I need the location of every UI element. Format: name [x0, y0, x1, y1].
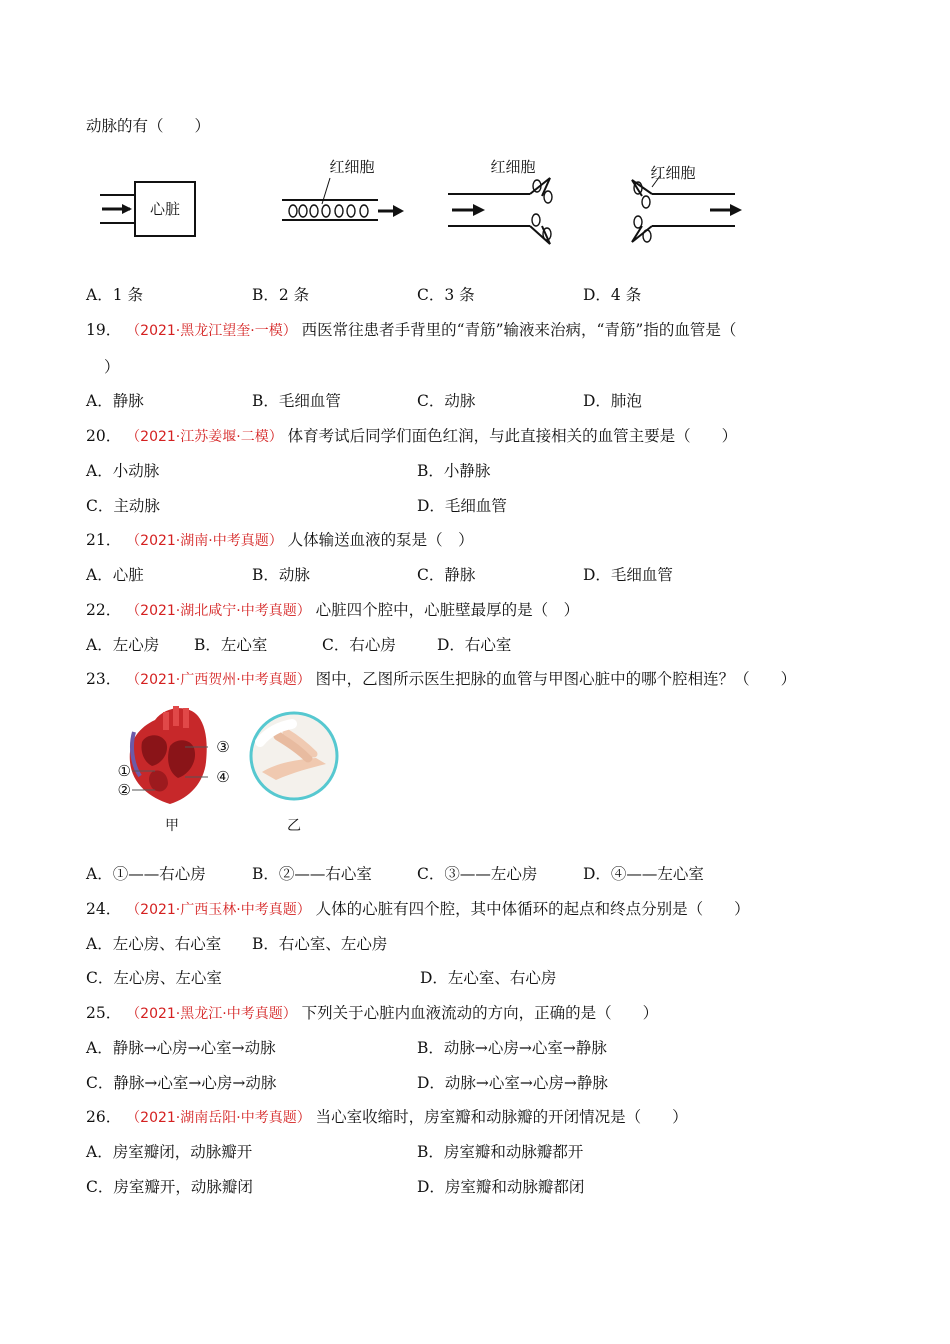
question-source: （2021·黑龙江望奎·一模） [126, 323, 297, 339]
q25-option-d[interactable]: D．动脉→心室→心房→静脉 [417, 1074, 608, 1092]
caption-jia: 甲 [165, 818, 179, 834]
question-stem: 西医常往患者手背里的“青筋”输液来治病，“青筋”指的血管是（ [301, 321, 737, 339]
q26-option-d[interactable]: D．房室瓣和动脉瓣都闭 [417, 1178, 585, 1196]
q22-option-d[interactable]: D．右心室 [437, 636, 512, 654]
q20-option-a[interactable]: A．小动脉 [86, 462, 160, 480]
q18-option-c[interactable]: C．3 条 [417, 286, 475, 304]
question-stem: 心脏四个腔中，心脏壁最厚的是（ ） [315, 601, 580, 619]
q25-option-b[interactable]: B．动脉→心房→心室→静脉 [417, 1039, 607, 1057]
question-source: （2021·广西贺州·中考真题） [126, 672, 311, 688]
question-number: 25． [86, 1004, 122, 1022]
q21-option-a[interactable]: A．心脏 [86, 566, 144, 584]
question-stem: 图中，乙图所示医生把脉的血管与甲图心脏中的哪个腔相连？（ ） [315, 670, 797, 688]
question-number: 23． [86, 670, 122, 688]
question-stem: 当心室收缩时，房室瓣和动脉瓣的开闭情况是（ ） [315, 1108, 688, 1126]
q23-option-d[interactable]: D．④——左心室 [583, 865, 704, 883]
question-stem: 人体输送血液的泵是（ ） [287, 531, 474, 549]
pulse-photo [251, 713, 337, 799]
q20-stem-line [86, 426, 737, 447]
q19-option-a[interactable]: A．静脉 [86, 392, 144, 410]
q22-option-c[interactable]: C．右心房 [322, 636, 396, 654]
q19-option-b[interactable]: B．毛细血管 [252, 392, 341, 410]
q25-option-a[interactable]: A．静脉→心房→心室→动脉 [86, 1039, 276, 1057]
q20-option-c[interactable]: C．主动脉 [86, 497, 160, 515]
question-number: 19． [86, 321, 122, 339]
q19-option-c[interactable]: C．动脉 [417, 392, 476, 410]
q18-option-b[interactable]: B．2 条 [252, 286, 310, 304]
rbc-label-3: 红细胞 [650, 164, 696, 182]
q19-stem-line [86, 320, 736, 341]
question-stem: 人体的心脏有四个腔，其中体循环的起点和终点分别是（ ） [315, 900, 750, 918]
question-source: （2021·湖南岳阳·中考真题） [126, 1110, 311, 1126]
q18-vessel-figure [90, 150, 760, 260]
q20-option-d[interactable]: D．毛细血管 [417, 497, 507, 515]
q26-stem-line [86, 1107, 688, 1128]
heart-diagram [100, 182, 195, 236]
q24-option-b[interactable]: B．右心室、左心房 [252, 935, 388, 953]
question-source: （2021·湖北咸宁·中考真题） [126, 603, 311, 619]
q21-option-c[interactable]: C．静脉 [417, 566, 476, 584]
question-source: （2021·广西玉林·中考真题） [126, 902, 311, 918]
q24-option-c[interactable]: C．左心房、左心室 [86, 969, 222, 987]
question-number: 24． [86, 900, 122, 918]
question-source: （2021·江苏姜堰·二模） [126, 429, 283, 445]
marker-2: ② [117, 781, 131, 799]
q21-option-d[interactable]: D．毛细血管 [583, 566, 673, 584]
q24-option-d[interactable]: D．左心室、右心房 [420, 969, 557, 987]
capillary-diagram [282, 158, 404, 220]
vein-branch-diagram [448, 158, 552, 244]
question-stem: 体育考试后同学们面色红润，与此直接相关的血管主要是（ ） [287, 427, 738, 445]
q26-option-a[interactable]: A．房室瓣闭，动脉瓣开 [86, 1143, 253, 1161]
heart-illustration [130, 706, 207, 804]
q23-stem-line [86, 669, 796, 690]
question-number: 21． [86, 531, 122, 549]
q21-option-b[interactable]: B．动脉 [252, 566, 310, 584]
q26-option-c[interactable]: C．房室瓣开，动脉瓣闭 [86, 1178, 253, 1196]
q22-option-b[interactable]: B．左心室 [194, 636, 268, 654]
q21-stem-line [86, 530, 474, 551]
q19-option-d[interactable]: D．肺泡 [583, 392, 642, 410]
question-number: 22． [86, 601, 122, 619]
marker-3: ③ [216, 738, 230, 756]
q20-option-b[interactable]: B．小静脉 [417, 462, 491, 480]
rbc-label-2: 红细胞 [490, 158, 536, 176]
question-number: 26． [86, 1108, 122, 1126]
q24-option-a[interactable]: A．左心房、右心室 [86, 935, 222, 953]
q26-option-b[interactable]: B．房室瓣和动脉瓣都开 [417, 1143, 584, 1161]
q23-option-a[interactable]: A．①——右心房 [86, 865, 206, 883]
marker-1: ① [117, 762, 131, 780]
rbc-label-1: 红细胞 [329, 158, 375, 176]
q18-option-a[interactable]: A．1 条 [86, 286, 143, 304]
q19-stem-cont: ） [104, 358, 120, 376]
q23-heart-figure [110, 702, 350, 842]
q18-stem-tail: 动脉的有（ ） [86, 117, 211, 135]
q23-option-b[interactable]: B．②——右心室 [252, 865, 372, 883]
artery-branch-diagram [632, 164, 742, 242]
question-source: （2021·黑龙江·中考真题） [126, 1006, 297, 1022]
q25-option-c[interactable]: C．静脉→心室→心房→动脉 [86, 1074, 277, 1092]
question-source: （2021·湖南·中考真题） [126, 533, 283, 549]
q18-option-d[interactable]: D．4 条 [583, 286, 642, 304]
caption-yi: 乙 [287, 818, 301, 834]
q24-stem-line [86, 899, 750, 920]
q22-stem-line [86, 600, 579, 621]
q23-option-c[interactable]: C．③——左心房 [417, 865, 538, 883]
q22-option-a[interactable]: A．左心房 [86, 636, 160, 654]
question-stem: 下列关于心脏内血液流动的方向，正确的是（ ） [301, 1004, 659, 1022]
marker-4: ④ [216, 768, 230, 786]
q25-stem-line [86, 1003, 658, 1024]
heart-label: 心脏 [149, 200, 181, 218]
question-number: 20． [86, 427, 122, 445]
